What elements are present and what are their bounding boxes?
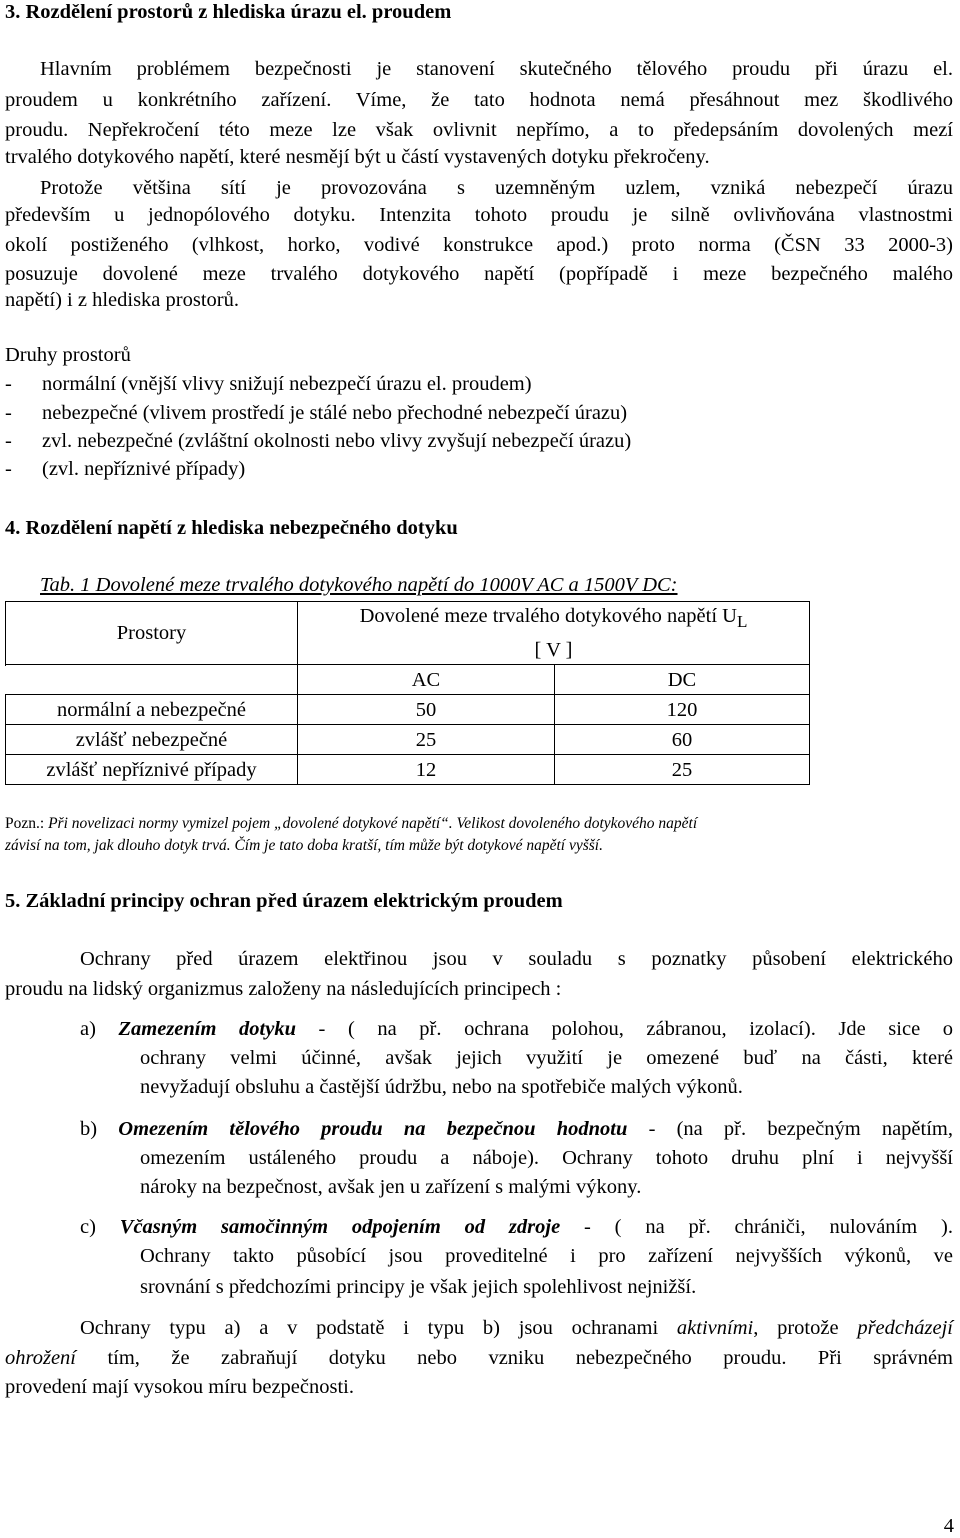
principle-title: Včasným samočinným odpojením od zdroje bbox=[119, 1216, 561, 1238]
table-cell: 60 bbox=[555, 725, 810, 755]
paragraph-line: Ochrany takto působící jsou proveditelné i pro zařízení nejvyšších výkonů, ve bbox=[140, 1245, 953, 1267]
header-limits bbox=[298, 602, 810, 665]
table-row bbox=[6, 725, 810, 755]
table-cell: 12 bbox=[298, 755, 555, 785]
table-caption: Tab. 1 Dovolené meze trvalého dotykového napětí do 1000V AC a 1500V DC: bbox=[40, 574, 678, 596]
paragraph-line: ochrany velmi účinné, avšak jejich využití je omezené buď na části, které bbox=[140, 1047, 953, 1069]
table-header-row bbox=[6, 665, 810, 695]
principle-prefix: c) bbox=[80, 1216, 120, 1238]
header-limits-label: Dovolené meze trvalého dotykového napětí U bbox=[359, 605, 737, 627]
paragraph-line: provedení mají vysokou míru bezpečnosti. bbox=[5, 1376, 354, 1398]
paragraph-line: napětí) i z hlediska prostorů. bbox=[5, 289, 239, 311]
table-cell: normální a nebezpečné bbox=[6, 695, 298, 725]
paragraph-line: proudu na lidský organizmus založeny na následujících principech : bbox=[5, 978, 562, 1000]
principle-b bbox=[80, 1117, 953, 1141]
principle-title: Omezením tělového proudu na bezpečnou hodnotu bbox=[118, 1118, 628, 1140]
principle-text: - ( na př. chrániči, nulováním ). bbox=[560, 1216, 953, 1238]
text-run: Ochrany typu a) a v podstatě i typu b) jsou ochranami bbox=[80, 1317, 677, 1339]
paragraph-line: Ochrany před úrazem elektřinou jsou v souladu s poznatky působení elektrického bbox=[80, 948, 953, 970]
principle-prefix: b) bbox=[80, 1118, 119, 1140]
text-run-italic: ohrožení bbox=[5, 1347, 76, 1369]
note-text: Při novelizaci normy vymizel pojem „dovolené dotykové napětí“. Velikost dovoleného dotykového napětí bbox=[44, 815, 698, 832]
paragraph-line: proudu. Nepřekročení této meze lze však ovlivnit nepřímo, a to předepsáním dovolených mezí bbox=[5, 119, 953, 141]
paragraph-line: Hlavním problémem bezpečnosti je stanovení skutečného tělového proudu při úrazu el. bbox=[40, 58, 953, 80]
table-cell: 25 bbox=[298, 725, 555, 755]
list-item-dash: - bbox=[5, 430, 12, 452]
principle-a bbox=[80, 1017, 953, 1041]
list-item-dash: - bbox=[5, 373, 12, 395]
table-row bbox=[6, 695, 810, 725]
page-number: 4 bbox=[943, 1515, 954, 1537]
header-prostory bbox=[6, 602, 298, 665]
text-run-italic: předcházejí bbox=[857, 1317, 953, 1339]
list-item: zvl. nebezpečné (zvláštní okolnosti nebo vlivy zvyšují nebezpečí úrazu) bbox=[42, 430, 632, 452]
table-row bbox=[6, 755, 810, 785]
section-4-heading: 4. Rozdělení napětí z hlediska nebezpečného dotyku bbox=[5, 517, 458, 539]
note-line: závisí na tom, jak dlouho dotyk trvá. Čím je tato doba kratší, tím může být dotykové napětí vyšší. bbox=[5, 837, 603, 854]
header-unit: [ V ] bbox=[534, 639, 573, 662]
table-cell: zvlášť nepříznivé případy bbox=[6, 755, 298, 785]
table-header-row bbox=[6, 602, 810, 665]
table-cell: zvlášť nebezpečné bbox=[6, 725, 298, 755]
paragraph-line: proudem u konkrétního zařízení. Víme, že tato hodnota nemá přesáhnout mez škodlivého bbox=[5, 89, 953, 111]
table-cell: 25 bbox=[555, 755, 810, 785]
principle-prefix: a) bbox=[80, 1018, 119, 1040]
header-dc-label: DC bbox=[667, 668, 697, 691]
list-item: normální (vnější vlivy snižují nebezpečí úrazu el. proudem) bbox=[42, 373, 532, 395]
list-item-dash: - bbox=[5, 402, 12, 424]
note-line bbox=[5, 812, 697, 836]
text-run: tím, že zabraňují dotyku nebo vzniku nebezpečného proudu. Při správném bbox=[76, 1347, 953, 1369]
space-types-title: Druhy prostorů bbox=[5, 344, 131, 366]
paragraph-line: především u jednopólového dotyku. Intenzita tohoto proudu je silně ovlivňována vlastnostmi bbox=[5, 204, 953, 226]
header-prostory-label: Prostory bbox=[116, 622, 187, 645]
paragraph-line: omezením ustáleného proudu a náboje). Ochrany tohoto druhu plní i nejvyšší bbox=[140, 1147, 953, 1169]
paragraph-line: srovnání s předchozími principy je však jejich spolehlivost nejnižší. bbox=[140, 1276, 697, 1298]
text-run-italic: aktivními bbox=[676, 1317, 754, 1339]
list-item-dash: - bbox=[5, 458, 12, 480]
principle-title: Zamezením dotyku bbox=[118, 1018, 296, 1040]
header-limits-subscript: L bbox=[736, 612, 748, 632]
note-label: Pozn.: bbox=[5, 815, 45, 832]
paragraph-line bbox=[80, 1316, 953, 1340]
paragraph-line: nároky na bezpečnost, avšak jen u zařízení s malými výkony. bbox=[140, 1176, 642, 1198]
header-ac-label: AC bbox=[411, 668, 441, 691]
section-5-heading: 5. Základní principy ochran před úrazem elektrickým proudem bbox=[5, 890, 563, 912]
voltage-limits-table bbox=[5, 601, 810, 785]
list-item: nebezpečné (vlivem prostředí je stálé nebo přechodné nebezpečí úrazu) bbox=[42, 402, 628, 424]
paragraph-line: Protože většina sítí je provozována s uzemněným uzlem, vzniká nebezpečí úrazu bbox=[40, 177, 953, 199]
text-run: , protože bbox=[753, 1317, 858, 1339]
list-item: (zvl. nepříznivé případy) bbox=[42, 458, 246, 480]
paragraph-line: okolí postiženého (vlhkost, horko, vodivé konstrukce apod.) proto norma (ČSN 33 2000-3) bbox=[5, 234, 953, 256]
paragraph-line: nevyžadují obsluhu a častější údržbu, nebo na spotřebiče malých výkonů. bbox=[140, 1076, 743, 1098]
section-3-heading: 3. Rozdělení prostorů z hlediska úrazu el. proudem bbox=[5, 1, 452, 23]
principle-text: - ( na př. ochrana polohou, zábranou, izolací). Jde sice o bbox=[295, 1018, 953, 1040]
header-dc bbox=[555, 665, 810, 695]
paragraph-line bbox=[5, 1346, 953, 1370]
principle-text: - (na př. bezpečným napětím, bbox=[627, 1118, 953, 1140]
paragraph-line: posuzuje dovolené meze trvalého dotykového napětí (popřípadě i meze bezpečného malého bbox=[5, 263, 953, 285]
table-cell: 50 bbox=[298, 695, 555, 725]
paragraph-line: trvalého dotykového napětí, které nesmějí být u částí vystavených dotyku překročeny. bbox=[5, 146, 710, 168]
table-cell: 120 bbox=[555, 695, 810, 725]
header-ac bbox=[298, 665, 555, 695]
table-cell-empty bbox=[6, 665, 298, 695]
principle-c bbox=[80, 1215, 953, 1239]
